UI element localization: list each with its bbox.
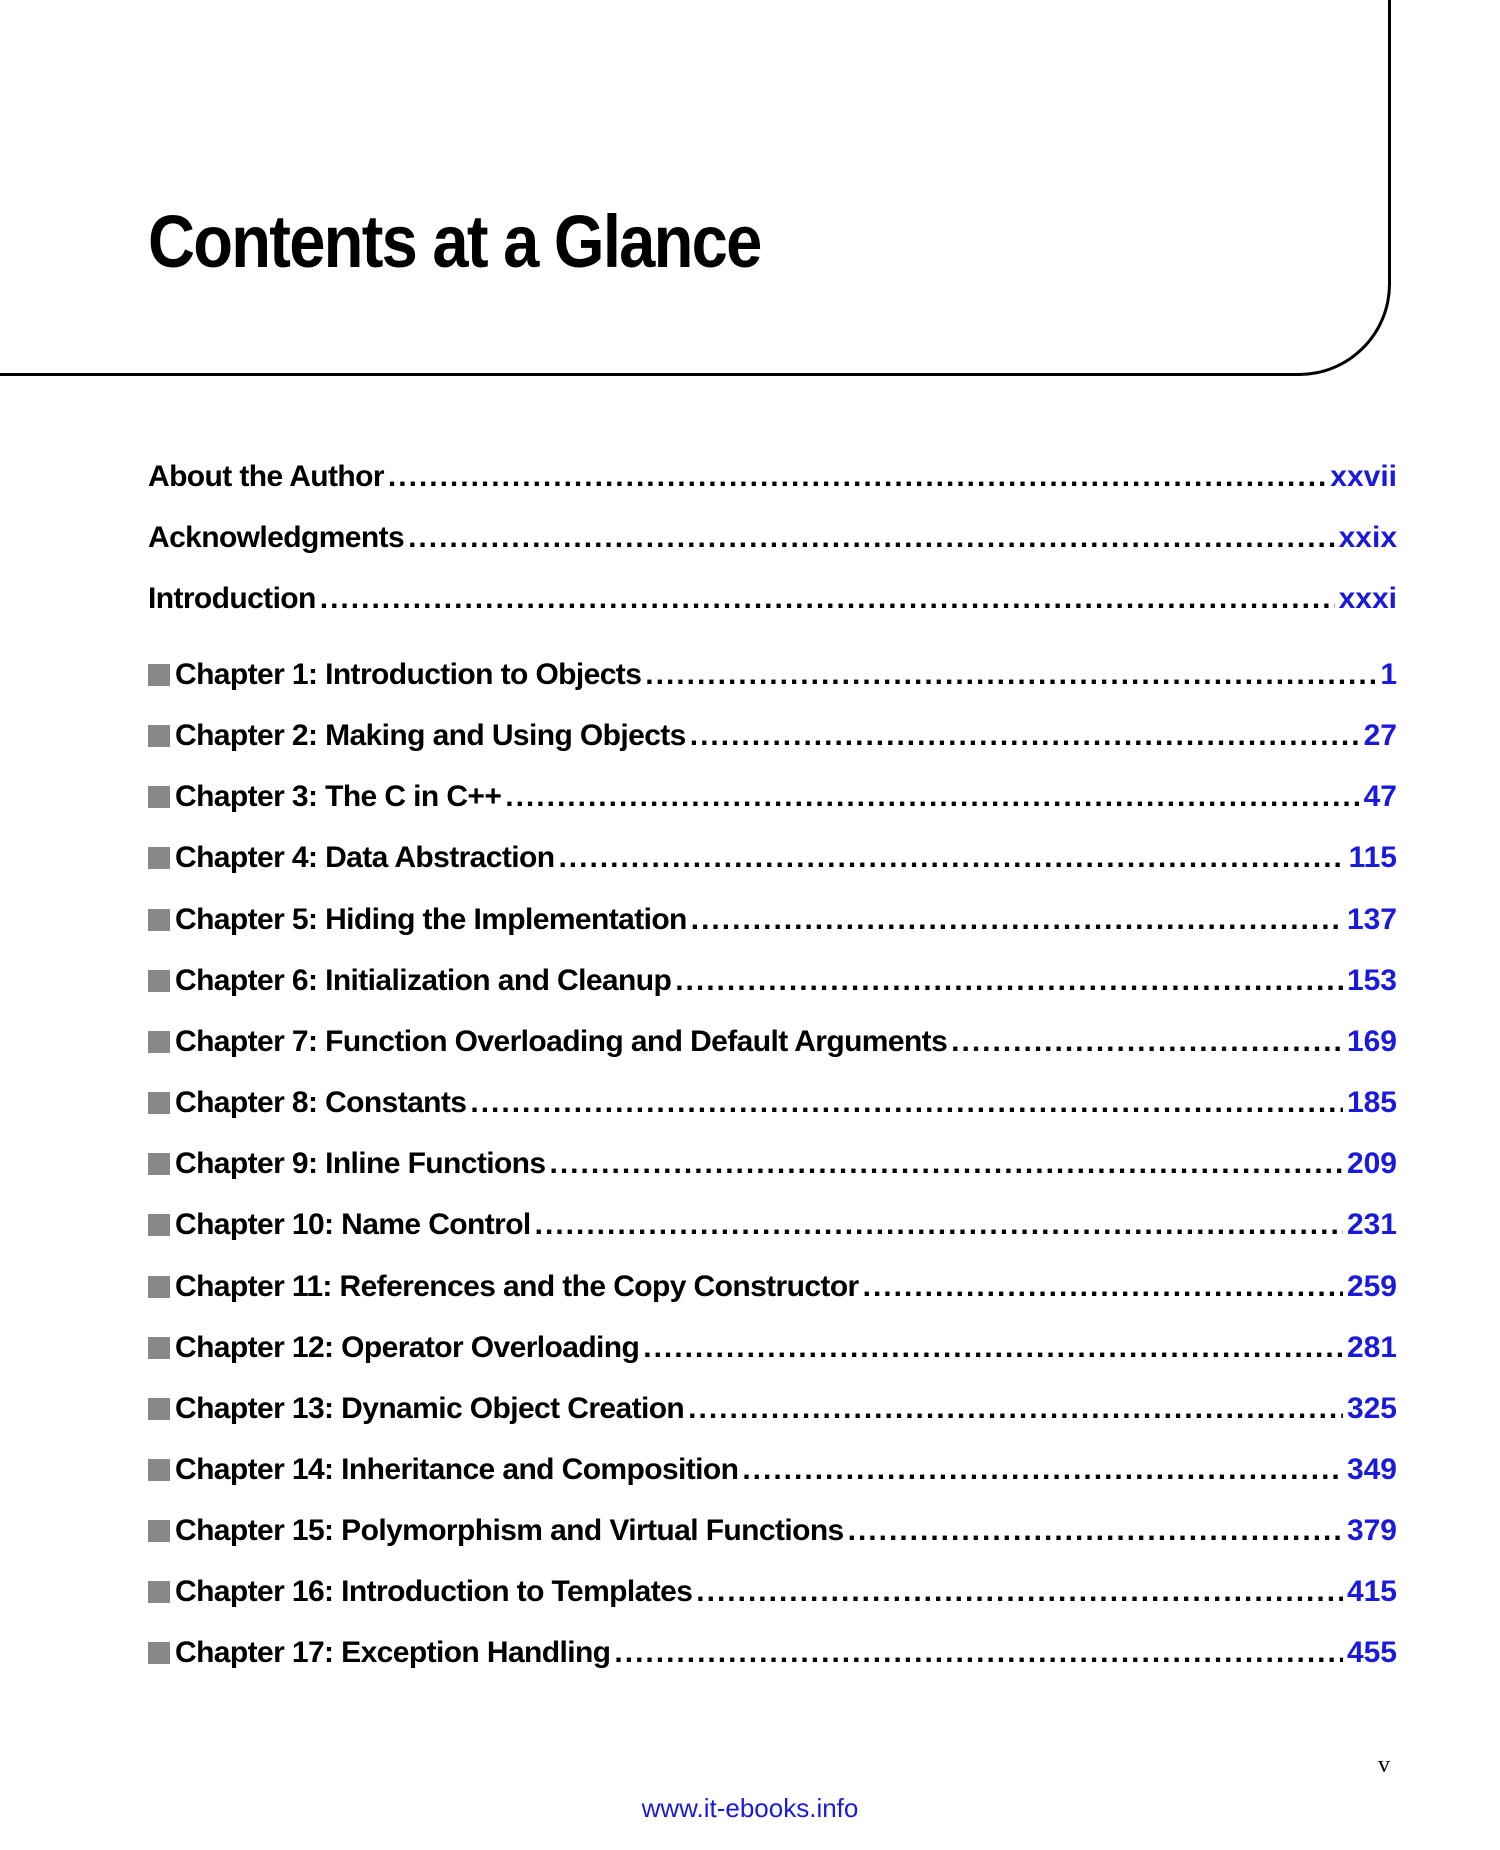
dot-leader bbox=[691, 898, 1343, 942]
square-bullet-icon bbox=[148, 1581, 170, 1603]
toc-entry-page[interactable]: 27 bbox=[1363, 719, 1397, 752]
dot-leader bbox=[688, 1387, 1343, 1431]
toc-entry-page[interactable]: 153 bbox=[1346, 964, 1397, 997]
square-bullet-icon bbox=[148, 970, 170, 992]
dot-leader bbox=[951, 1020, 1343, 1064]
toc-entry-page[interactable]: 47 bbox=[1363, 780, 1397, 813]
dot-leader bbox=[558, 836, 1344, 880]
toc-entry-label: Chapter 1: Introduction to Objects bbox=[175, 658, 642, 691]
square-bullet-icon bbox=[148, 1092, 170, 1114]
toc-entry-chapter-2[interactable] bbox=[148, 714, 1397, 758]
toc-entry-label: Acknowledgments bbox=[148, 521, 405, 554]
dot-leader bbox=[320, 577, 1335, 621]
toc-entry-page[interactable]: 325 bbox=[1346, 1392, 1397, 1425]
dot-leader bbox=[643, 1326, 1343, 1370]
toc-entry-label: Chapter 8: Constants bbox=[175, 1086, 467, 1119]
toc-entry-label: Chapter 4: Data Abstraction bbox=[175, 841, 555, 874]
square-bullet-icon bbox=[148, 725, 170, 747]
toc-entry-chapter-10[interactable] bbox=[148, 1203, 1397, 1247]
toc-entry-chapter-6[interactable] bbox=[148, 959, 1397, 1003]
toc-entry-chapter-12[interactable] bbox=[148, 1326, 1397, 1370]
square-bullet-icon bbox=[148, 1398, 170, 1420]
toc-entry-page[interactable]: 209 bbox=[1346, 1147, 1397, 1180]
toc-entry-about-the-author[interactable] bbox=[148, 455, 1397, 499]
dot-leader bbox=[848, 1509, 1343, 1553]
footer-link[interactable]: www.it-ebooks.info bbox=[641, 1793, 859, 1823]
dot-leader bbox=[696, 1570, 1343, 1614]
square-bullet-icon bbox=[148, 1031, 170, 1053]
toc-entry-introduction[interactable] bbox=[148, 577, 1397, 621]
toc-entry-chapter-7[interactable] bbox=[148, 1020, 1397, 1064]
square-bullet-icon bbox=[148, 1337, 170, 1359]
dot-leader bbox=[614, 1631, 1343, 1675]
toc-entry-page[interactable]: 455 bbox=[1346, 1636, 1397, 1669]
toc-entry-page[interactable]: 137 bbox=[1346, 903, 1397, 936]
toc-entry-chapter-1[interactable] bbox=[148, 653, 1397, 697]
header-frame bbox=[0, 0, 1391, 376]
dot-leader bbox=[742, 1448, 1343, 1492]
toc-entry-label: Chapter 7: Function Overloading and Default Arguments bbox=[175, 1025, 948, 1058]
page-title: Contents at a Glance bbox=[148, 200, 761, 283]
toc-entry-label: Chapter 2: Making and Using Objects bbox=[175, 719, 686, 752]
toc-entry-chapter-9[interactable] bbox=[148, 1142, 1397, 1186]
toc-entry-chapter-13[interactable] bbox=[148, 1387, 1397, 1431]
toc-entry-chapter-3[interactable] bbox=[148, 775, 1397, 819]
toc-entry-label: Chapter 15: Polymorphism and Virtual Functions bbox=[175, 1514, 844, 1547]
toc-entry-label: Chapter 11: References and the Copy Constructor bbox=[175, 1270, 859, 1303]
square-bullet-icon bbox=[148, 664, 170, 686]
toc-entry-page[interactable]: 115 bbox=[1348, 841, 1397, 874]
dot-leader bbox=[690, 714, 1360, 758]
square-bullet-icon bbox=[148, 1642, 170, 1664]
toc-entry-label: Chapter 9: Inline Functions bbox=[175, 1147, 546, 1180]
toc-entry-chapter-11[interactable] bbox=[148, 1265, 1397, 1309]
toc-entry-label: Chapter 3: The C in C++ bbox=[175, 780, 502, 813]
dot-leader bbox=[388, 455, 1326, 499]
toc-entry-label: Chapter 16: Introduction to Templates bbox=[175, 1575, 693, 1608]
square-bullet-icon bbox=[148, 847, 170, 869]
toc-entry-label: About the Author bbox=[148, 460, 384, 493]
dot-leader bbox=[408, 516, 1335, 560]
toc-entry-chapter-14[interactable] bbox=[148, 1448, 1397, 1492]
dot-leader bbox=[645, 653, 1376, 697]
toc-entry-chapter-4[interactable] bbox=[148, 836, 1397, 880]
toc-entry-page[interactable]: xxxi bbox=[1338, 582, 1397, 615]
dot-leader bbox=[675, 959, 1343, 1003]
toc-entry-acknowledgments[interactable] bbox=[148, 516, 1397, 560]
dot-leader bbox=[505, 775, 1359, 819]
page-number: v bbox=[1378, 1752, 1390, 1778]
toc-entry-chapter-16[interactable] bbox=[148, 1570, 1397, 1614]
toc-entry-label: Chapter 10: Name Control bbox=[175, 1208, 531, 1241]
toc-entry-page[interactable]: xxix bbox=[1338, 521, 1397, 554]
square-bullet-icon bbox=[148, 1520, 170, 1542]
dot-leader bbox=[535, 1203, 1343, 1247]
toc-entry-page[interactable]: 281 bbox=[1346, 1331, 1397, 1364]
toc-entry-page[interactable]: 259 bbox=[1346, 1270, 1397, 1303]
toc-entry-label: Chapter 6: Initialization and Cleanup bbox=[175, 964, 672, 997]
dot-leader bbox=[863, 1265, 1343, 1309]
square-bullet-icon bbox=[148, 1459, 170, 1481]
toc-entry-page[interactable]: 185 bbox=[1346, 1086, 1397, 1119]
square-bullet-icon bbox=[148, 1214, 170, 1236]
toc-entry-page[interactable]: xxvii bbox=[1330, 460, 1397, 493]
toc-entry-page[interactable]: 379 bbox=[1346, 1514, 1397, 1547]
toc-entry-label: Chapter 12: Operator Overloading bbox=[175, 1331, 640, 1364]
square-bullet-icon bbox=[148, 909, 170, 931]
toc-entry-label: Chapter 14: Inheritance and Composition bbox=[175, 1453, 739, 1486]
dot-leader bbox=[550, 1142, 1343, 1186]
toc-entry-page[interactable]: 415 bbox=[1346, 1575, 1397, 1608]
square-bullet-icon bbox=[148, 786, 170, 808]
square-bullet-icon bbox=[148, 1153, 170, 1175]
toc-entry-label: Chapter 17: Exception Handling bbox=[175, 1636, 611, 1669]
toc-entry-chapter-5[interactable] bbox=[148, 898, 1397, 942]
toc-entry-page[interactable]: 349 bbox=[1346, 1453, 1397, 1486]
toc-entry-chapter-8[interactable] bbox=[148, 1081, 1397, 1125]
toc-entry-chapter-15[interactable] bbox=[148, 1509, 1397, 1553]
dot-leader bbox=[470, 1081, 1343, 1125]
toc-entry-page[interactable]: 169 bbox=[1346, 1025, 1397, 1058]
toc-entry-page[interactable]: 231 bbox=[1346, 1208, 1397, 1241]
square-bullet-icon bbox=[148, 1276, 170, 1298]
toc-entry-label: Chapter 5: Hiding the Implementation bbox=[175, 903, 687, 936]
toc-entry-page[interactable]: 1 bbox=[1380, 658, 1397, 691]
toc-entry-label: Introduction bbox=[148, 582, 316, 615]
toc-entry-label: Chapter 13: Dynamic Object Creation bbox=[175, 1392, 685, 1425]
toc-entry-chapter-17[interactable] bbox=[148, 1631, 1397, 1675]
